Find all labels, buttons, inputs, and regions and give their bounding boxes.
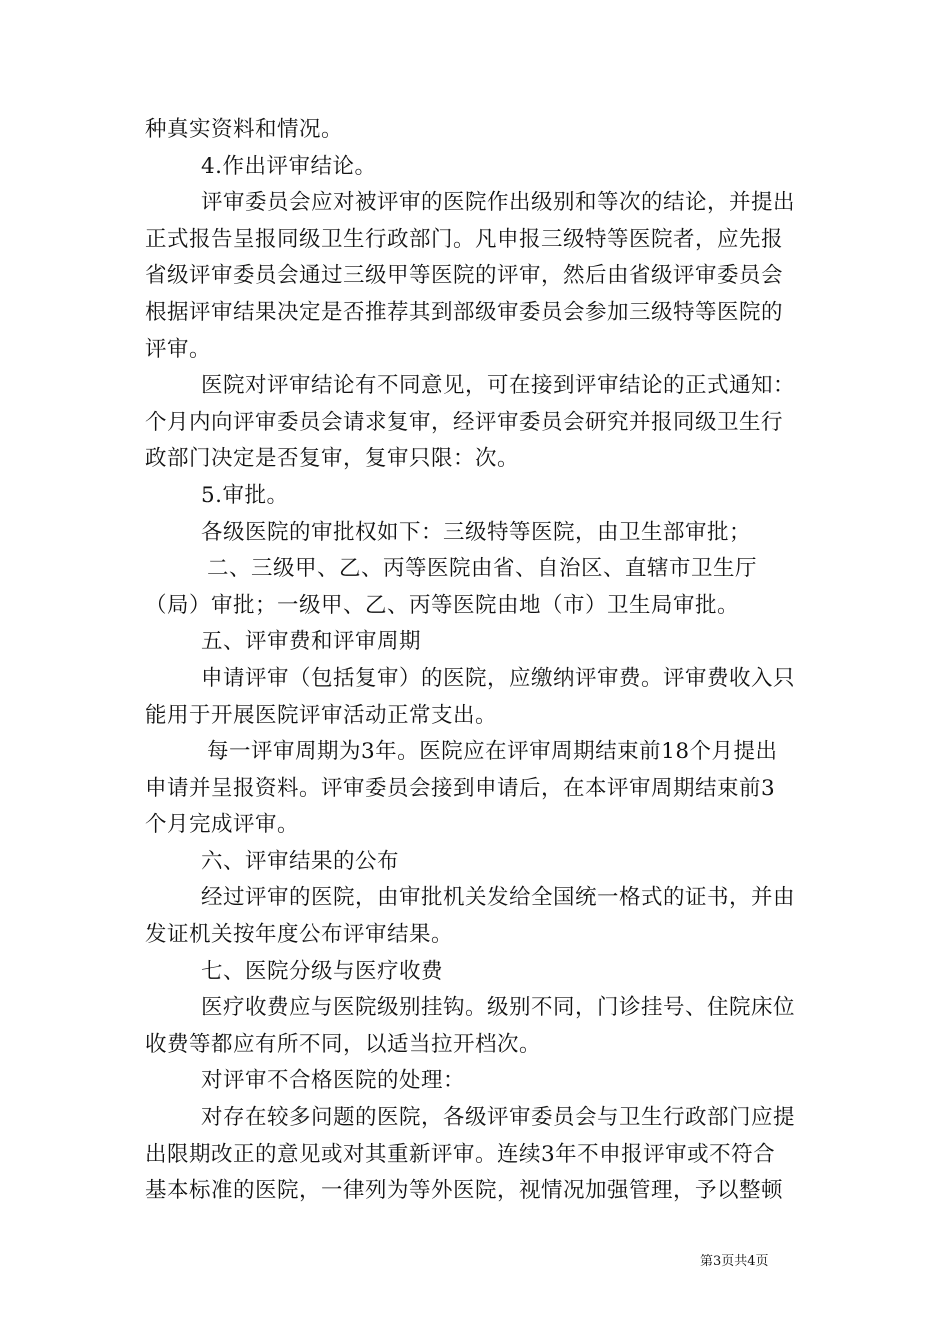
paragraph-line: 正式报告呈报同级卫生行政部门。凡申报三级特等医院者，应先报 [145, 226, 784, 252]
document-body [145, 112, 805, 1210]
paragraph-line: 医疗收费应与医院级别挂钩。级别不同，门诊挂号、住院床位 [201, 995, 796, 1021]
paragraph-line: 每一评审周期为3年。医院应在评审周期结束前18个月提出 [207, 739, 778, 765]
paragraph-line: 评审。 [145, 336, 212, 362]
section-heading: 5.审批。 [201, 482, 289, 508]
paragraph-line: （局）审批；一级甲、乙、丙等医院由地（市）卫生局审批。 [145, 592, 740, 618]
paragraph-line: 各级医院的审批权如下：三级特等医院，由卫生部审批； [201, 519, 752, 545]
section-heading: 七、医院分级与医疗收费 [201, 958, 444, 984]
paragraph-line: 二、三级甲、乙、丙等医院由省、自治区、直辖市卫生厅 [207, 556, 758, 582]
paragraph-line: 能用于开展医院评审活动正常支出。 [145, 702, 498, 728]
paragraph-line: 申请评审（包括复审）的医院，应缴纳评审费。评审费收入只 [201, 665, 796, 691]
section-heading: 六、评审结果的公布 [201, 848, 400, 874]
paragraph-line: 经过评审的医院，由审批机关发给全国统一格式的证书，并由 [201, 885, 796, 911]
paragraph-line: 个月完成评审。 [145, 812, 300, 838]
paragraph-line: 发证机关按年度公布评审结果。 [145, 922, 454, 948]
paragraph-line: 省级评审委员会通过三级甲等医院的评审，然后由省级评审委员会 [145, 263, 784, 289]
section-heading: 对评审不合格医院的处理： [201, 1068, 466, 1094]
paragraph-line: 对存在较多问题的医院，各级评审委员会与卫生行政部门应提 [201, 1105, 796, 1131]
paragraph-line: 出限期改正的意见或对其重新评审。连续3年不申报评审或不符合 [145, 1141, 776, 1167]
paragraph-line: 申请并呈报资料。评审委员会接到申请后，在本评审周期结束前3 [145, 775, 776, 801]
paragraph-line: 评审委员会应对被评审的医院作出级别和等次的结论，并提出 [201, 190, 796, 216]
paragraph-line: 根据评审结果决定是否推荐其到部级审委员会参加三级特等医院的 [145, 299, 784, 325]
page-number-footer: 第3页共4页 [700, 1254, 769, 1269]
paragraph-line: 政部门决定是否复审，复审只限：次。 [145, 446, 520, 472]
paragraph-line: 基本标准的医院，一律列为等外医院，视情况加强管理，予以整顿 [145, 1178, 784, 1204]
paragraph-line: 收费等都应有所不同，以适当拉开档次。 [145, 1031, 542, 1057]
text-line: 种真实资料和情况。 [145, 117, 344, 142]
section-heading: 4.作出评审结论。 [201, 153, 377, 179]
paragraph-line: 个月内向评审委员会请求复审，经评审委员会研究并报同级卫生行 [145, 409, 784, 435]
section-heading: 五、评审费和评审周期 [201, 629, 422, 655]
paragraph-line: 医院对评审结论有不同意见，可在接到评审结论的正式通知： [201, 373, 796, 399]
